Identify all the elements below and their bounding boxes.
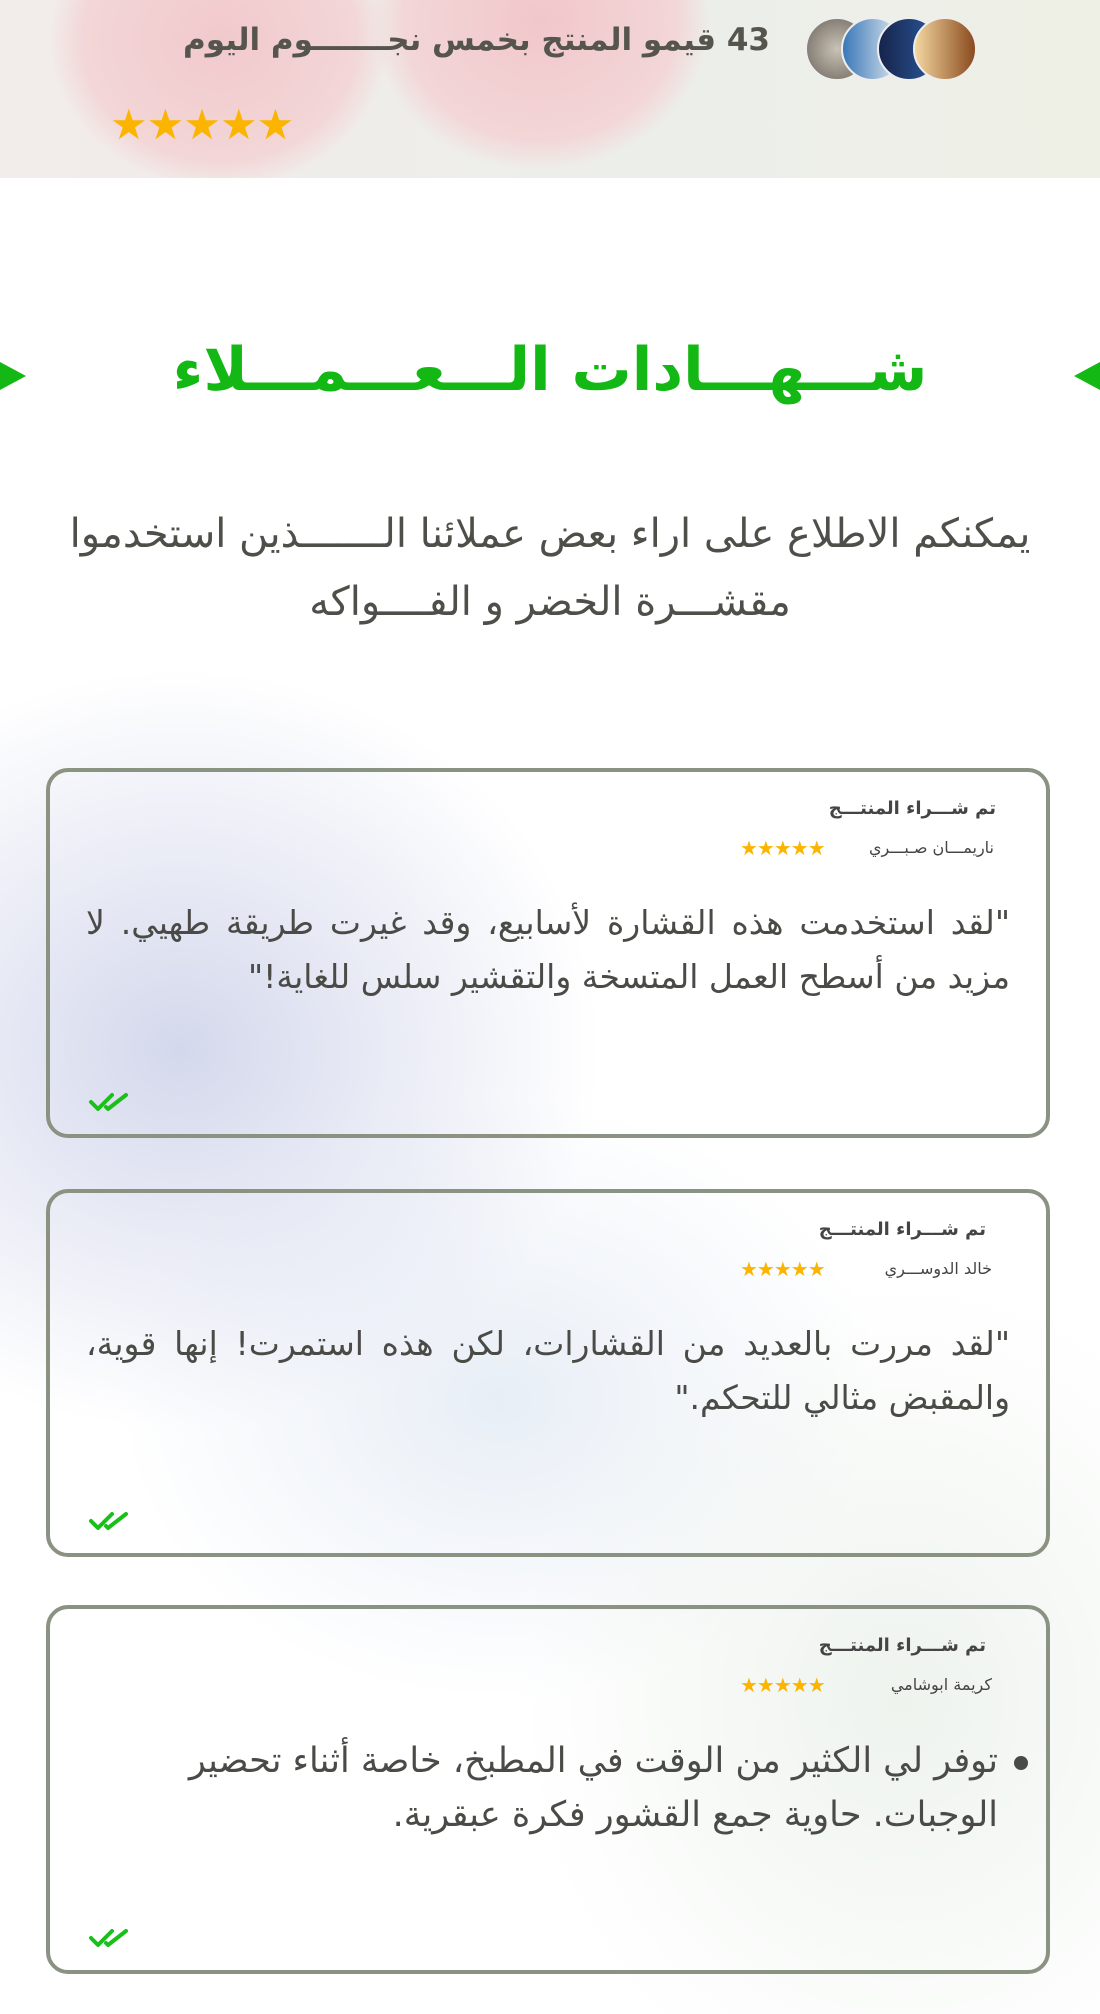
section-subtitle: يمكنكم الاطلاع على اراء بعض عملائنا الـــــــذين استخدموا مقشـــرة الخضر و الفــــواكه [69,511,1031,625]
customer-name: كريمة ابوشامي [890,1675,992,1694]
purchased-label: تم شـــراء المنتـــج [818,1219,986,1240]
avatar [913,17,977,81]
hero-banner [0,0,1100,178]
testimonial-card [46,1605,1050,1974]
section-heading: شـــهـــادات الـــعـــمـــلاء [172,335,928,405]
testimonial-text: توفر لي الكثير من الوقت في المطبخ، خاصة أثناء تحضير الوجبات. حاوية جمع القشور فكرة عبقرية. [146,1734,998,1842]
double-check-icon [88,1926,132,1948]
double-check-icon [88,1090,132,1112]
purchased-label: تم شـــراء المنتـــج [828,798,996,819]
purchased-label: تم شـــراء المنتـــج [818,1635,986,1656]
customer-avatars [805,17,977,81]
star-rating: ★★★★★ [740,1257,825,1281]
star-rating: ★★★★★ [740,836,825,860]
customer-name: ناريمـــان صـبـــري [868,838,994,857]
testimonial-card [46,768,1050,1138]
customer-name: خالد الدوســـري [884,1259,992,1278]
star-rating: ★★★★★ [110,100,294,149]
double-check-icon [88,1509,132,1531]
testimonial-text: "لقد مررت بالعديد من القشارات، لكن هذه استمرت! إنها قوية، والمقبض مثالي للتحكم." [86,1324,1010,1417]
rating-count-title: 43 قيمو المنتج بخمس نجـــــــوم اليوم [183,22,770,58]
testimonial-card [46,1189,1050,1557]
testimonial-text: "لقد استخدمت هذه القشارة لأسابيع، وقد غيرت طريقة طهيي. لا مزيد من أسطح العمل المتسخة والتقشير سلس للغاية!" [86,903,1010,996]
star-rating: ★★★★★ [740,1673,825,1697]
